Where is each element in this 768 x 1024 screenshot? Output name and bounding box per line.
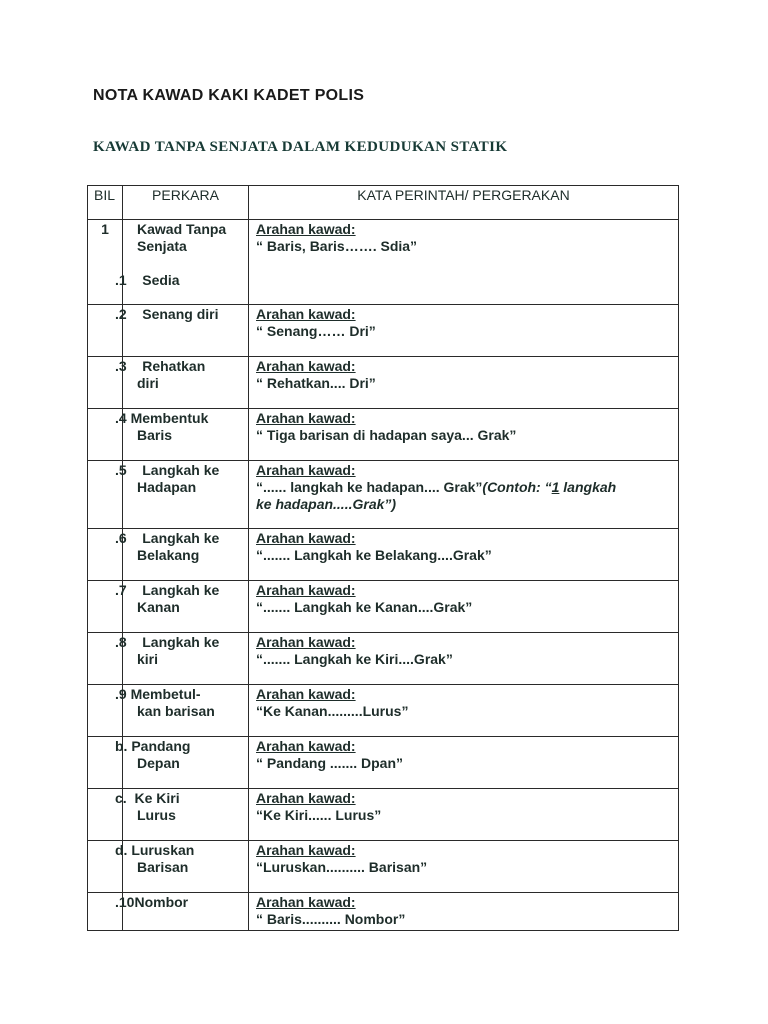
perkara-line: .9 Membetul- — [115, 686, 201, 702]
table-row — [88, 893, 679, 931]
row-number: 1 — [88, 220, 123, 305]
row-command — [249, 305, 679, 357]
perkara-line: kiri — [137, 651, 159, 667]
perkara-line: .8 Langkah ke — [115, 634, 220, 650]
perkara-line: Baris — [137, 427, 173, 443]
row-perkara — [115, 737, 249, 789]
command-heading: Arahan kawad: — [256, 686, 356, 702]
table-row — [88, 685, 679, 737]
command-main: “...... langkah ke hadapan.... Grak” — [256, 479, 483, 495]
perkara-line: diri — [137, 375, 159, 391]
row-perkara — [115, 409, 249, 461]
table-row — [88, 461, 679, 529]
perkara-line: Kanan — [137, 599, 180, 615]
row-command — [249, 685, 679, 737]
command-heading: Arahan kawad: — [256, 842, 356, 858]
row-command — [249, 893, 679, 931]
row-perkara — [115, 685, 249, 737]
command-heading: Arahan kawad: — [256, 306, 356, 322]
perkara-line: kan barisan — [137, 703, 215, 719]
perkara-line: c. Ke Kiri — [115, 790, 180, 806]
table-row — [88, 529, 679, 581]
perkara-line: .2 Senang diri — [115, 306, 219, 322]
drill-command-table — [87, 185, 679, 931]
command-heading: Arahan kawad: — [256, 582, 356, 598]
command-text: “Ke Kiri...... Lurus” — [256, 807, 382, 823]
row-command — [249, 461, 679, 529]
command-text: “ Tiga barisan di hadapan saya... Grak” — [256, 427, 517, 443]
perkara-line: .6 Langkah ke — [115, 530, 220, 546]
row-command — [249, 737, 679, 789]
perkara-line: .4 Membentuk — [115, 410, 209, 426]
table-row — [88, 737, 679, 789]
header-bil: BIL — [88, 186, 123, 220]
row-command — [249, 529, 679, 581]
perkara-line: Barisan — [137, 859, 189, 875]
example-number: 1 — [551, 479, 560, 495]
command-text: “....... Langkah ke Kiri....Grak” — [256, 651, 453, 667]
command-text: “ Baris, Baris……. Sdia” — [256, 238, 418, 254]
header-perkara: PERKARA — [123, 186, 249, 220]
command-text: “Ke Kanan.........Lurus” — [256, 703, 409, 719]
command-text: “ Senang…… Dri” — [256, 323, 376, 339]
table-row — [88, 633, 679, 685]
row-perkara — [115, 893, 249, 931]
table-row — [88, 305, 679, 357]
row-command — [249, 841, 679, 893]
row-perkara — [115, 841, 249, 893]
row-command — [249, 357, 679, 409]
command-text: “ Baris.......... Nombor” — [256, 911, 406, 927]
table-row — [88, 357, 679, 409]
perkara-line: .7 Langkah ke — [115, 582, 220, 598]
perkara-line: .5 Langkah ke — [115, 462, 220, 478]
document-title: NOTA KAWAD KAKI KADET POLIS — [93, 87, 365, 104]
row-perkara — [115, 220, 249, 305]
command-heading: Arahan kawad: — [256, 462, 356, 478]
table-header-row — [88, 186, 679, 220]
row-perkara — [115, 305, 249, 357]
perkara-line: .3 Rehatkan — [115, 358, 206, 374]
perkara-line: .1 Sedia — [115, 272, 180, 288]
row-command — [249, 409, 679, 461]
row-command — [249, 220, 679, 305]
perkara-line: b. Pandang — [115, 738, 191, 754]
row-perkara — [115, 581, 249, 633]
perkara-line: Belakang — [137, 547, 200, 563]
perkara-line: Kawad Tanpa — [137, 221, 227, 237]
table-row — [88, 409, 679, 461]
command-text: “Luruskan.......... Barisan” — [256, 859, 428, 875]
table-row — [88, 841, 679, 893]
row-command — [249, 581, 679, 633]
perkara-line: Senjata — [137, 238, 187, 254]
document-subtitle: KAWAD TANPA SENJATA DALAM KEDUDUKAN STATIK — [93, 139, 508, 155]
command-text: “....... Langkah ke Kanan....Grak” — [256, 599, 473, 615]
command-heading: Arahan kawad: — [256, 634, 356, 650]
row-perkara — [115, 461, 249, 529]
command-heading: Arahan kawad: — [256, 530, 356, 546]
perkara-line: Lurus — [137, 807, 176, 823]
perkara-line: Depan — [137, 755, 180, 771]
perkara-line: d. Luruskan — [115, 842, 195, 858]
row-perkara — [115, 357, 249, 409]
example-open: (Contoh: “ — [482, 479, 552, 495]
table-row — [88, 789, 679, 841]
command-heading: Arahan kawad: — [256, 738, 356, 754]
row-command — [249, 633, 679, 685]
table-row — [88, 581, 679, 633]
command-text — [256, 479, 674, 513]
header-kata-perintah: KATA PERINTAH/ PERGERAKAN — [249, 186, 679, 220]
row-perkara — [115, 529, 249, 581]
command-text: “....... Langkah ke Belakang....Grak” — [256, 547, 492, 563]
perkara-line: Hadapan — [137, 479, 197, 495]
command-heading: Arahan kawad: — [256, 894, 356, 910]
table-row — [88, 220, 679, 305]
row-perkara — [115, 633, 249, 685]
command-heading: Arahan kawad: — [256, 358, 356, 374]
perkara-line: .10Nombor — [115, 894, 189, 910]
command-text: “ Rehatkan.... Dri” — [256, 375, 376, 391]
command-text: “ Pandang ....... Dpan” — [256, 755, 404, 771]
example-line2: ke hadapan.....Grak”) — [256, 496, 397, 512]
command-heading: Arahan kawad: — [256, 790, 356, 806]
row-command — [249, 789, 679, 841]
command-heading: Arahan kawad: — [256, 410, 356, 426]
command-heading: Arahan kawad: — [256, 221, 356, 237]
row-perkara — [115, 789, 249, 841]
example-mid: langkah — [559, 479, 617, 495]
